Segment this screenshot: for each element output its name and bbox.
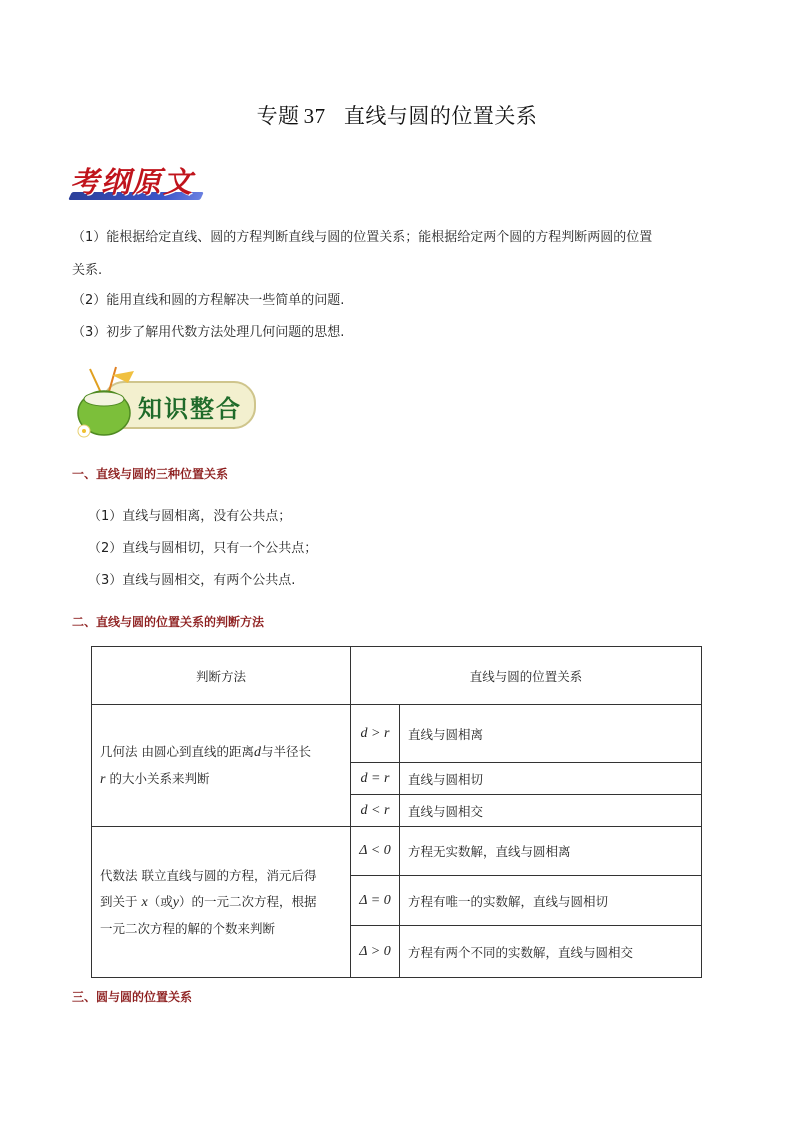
- section-1-title: 一、直线与圆的三种位置关系: [72, 467, 229, 481]
- header-relation: 直线与圆的位置关系: [351, 647, 702, 705]
- geo-desc-part: 与半径长: [261, 743, 312, 759]
- alg-desc-part: ）的一元二次方程，根据: [178, 893, 317, 909]
- list-item: （3）直线与圆相交，有两个公共点.: [88, 573, 296, 588]
- outline-banner-text: 考纲原文: [70, 165, 195, 199]
- geometric-method-label: 几何法: [100, 743, 138, 759]
- page-title: [0, 100, 794, 130]
- result-cell: 方程有两个不同的实数解，直线与圆相交: [400, 926, 702, 978]
- math-var-x: x: [141, 894, 148, 910]
- alg-desc-part: （或: [147, 893, 173, 909]
- condition-cell: Δ = 0: [351, 876, 400, 926]
- geo-desc-part: 的大小关系来判断: [109, 770, 210, 786]
- title-main: 直线与圆的位置关系: [343, 104, 538, 128]
- outline-banner: [70, 158, 210, 206]
- list-item: （1）直线与圆相离，没有公共点；: [88, 509, 292, 524]
- list-item: （2）直线与圆相切，只有一个公共点；: [88, 541, 318, 556]
- table-row: [92, 705, 702, 763]
- section-3-title: 三、圆与圆的位置关系: [72, 990, 193, 1004]
- title-number: 37: [303, 104, 326, 128]
- title-prefix: 专题: [256, 104, 300, 128]
- coconut-drink-icon: [72, 365, 152, 443]
- condition-cell: d < r: [351, 795, 400, 827]
- geo-desc-part: 由圆心到直线的距离: [141, 743, 255, 759]
- outline-paragraph-1: （1）能根据给定直线、圆的方程判断直线与圆的位置关系；能根据给定两个圆的方程判断两圆的位置: [72, 230, 653, 245]
- outline-paragraph-1-cont: 关系.: [72, 263, 103, 278]
- knowledge-banner-text: 知识整合: [138, 394, 242, 423]
- result-cell: 方程有唯一的实数解，直线与圆相切: [400, 876, 702, 926]
- outline-paragraph-3: （3）初步了解用代数方法处理几何问题的思想.: [72, 325, 345, 340]
- result-cell: 直线与圆相切: [400, 763, 702, 795]
- geometric-method-cell: [92, 705, 351, 827]
- algebraic-method-label: 代数法: [100, 867, 138, 883]
- alg-desc-part: 一元二次方程的解的个数来判断: [100, 920, 276, 936]
- table-header-row: [92, 647, 702, 705]
- math-var-r: r: [100, 771, 106, 787]
- algebraic-method-cell: [92, 827, 351, 978]
- condition-cell: d = r: [351, 763, 400, 795]
- table-row: [92, 827, 702, 876]
- relation-table: [91, 646, 702, 978]
- knowledge-banner: [72, 365, 257, 443]
- math-var-d: d: [254, 744, 262, 760]
- condition-cell: Δ > 0: [351, 926, 400, 978]
- result-cell: 直线与圆相交: [400, 795, 702, 827]
- section-2-title: 二、直线与圆的位置关系的判断方法: [72, 615, 265, 629]
- alg-desc-part: 联立直线与圆的方程，消元后得: [141, 867, 317, 883]
- condition-cell: Δ < 0: [351, 827, 400, 876]
- result-cell: 直线与圆相离: [400, 705, 702, 763]
- math-var-y: y: [172, 894, 179, 910]
- result-cell: 方程无实数解，直线与圆相离: [400, 827, 702, 876]
- outline-paragraph-2: （2）能用直线和圆的方程解决一些简单的问题.: [72, 293, 345, 308]
- header-method: 判断方法: [92, 647, 351, 705]
- alg-desc-part: 到关于: [100, 893, 138, 909]
- condition-cell: d > r: [351, 705, 400, 763]
